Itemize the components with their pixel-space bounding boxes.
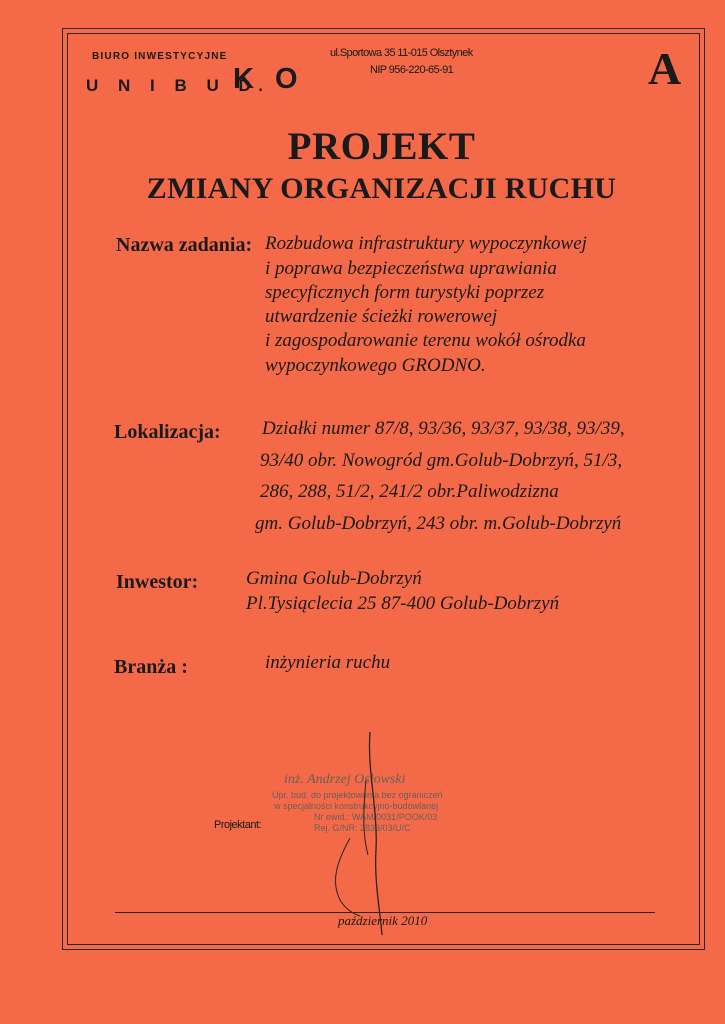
stamp-line: Upr. bud. do projektowania bez ograniczeń xyxy=(272,790,443,800)
task-line: i poprawa bezpieczeństwa uprawiania xyxy=(265,258,557,279)
handwritten-signature xyxy=(320,730,410,940)
document-subtitle: ZMIANY ORGANIZACJI RUCHU xyxy=(146,172,617,205)
company-suffix: KO xyxy=(233,63,319,95)
stamp-line: w specjalności konstrukcyjno-budowlanej xyxy=(274,801,439,811)
location-line: gm. Golub-Dobrzyń, 243 obr. m.Golub-Dobrzyń xyxy=(255,513,622,534)
company-name: U N I B U D. xyxy=(86,76,271,95)
investor-label: Inwestor: xyxy=(116,571,199,593)
location-line: Działki numer 87/8, 93/36, 93/37, 93/38, 93/39, xyxy=(262,418,625,439)
document-date: październik 2010 xyxy=(338,913,428,928)
stamp-line: Nr ewid.: WAM/0031/POOK/03 xyxy=(314,812,438,822)
volume-letter: A xyxy=(648,43,682,94)
stamp-line: Rej. G/NR: 2833/03/U/C xyxy=(314,823,411,833)
task-line: Rozbudowa infrastruktury wypoczynkowej xyxy=(265,233,587,254)
company-nip: NIP 956-220-65-91 xyxy=(370,64,454,76)
investor-line: Gmina Golub-Dobrzyń xyxy=(246,568,422,589)
designer-label: Projektant: xyxy=(214,819,262,831)
task-line: utwardzenie ścieżki rowerowej xyxy=(265,306,498,327)
stamp-name: inż. Andrzej Osłowski xyxy=(284,772,406,787)
company-line: BIURO INWESTYCYJNE xyxy=(92,51,228,62)
company-address: ul.Sportowa 35 11-015 Olsztynek xyxy=(330,47,473,59)
task-label: Nazwa zadania: xyxy=(116,234,253,256)
investor-line: Pl.Tysiąclecia 25 87-400 Golub-Dobrzyń xyxy=(246,593,560,614)
task-line: specyficznych form turystyki poprzez xyxy=(265,282,545,303)
branch-value: inżynieria ruchu xyxy=(265,652,391,673)
location-line: 286, 288, 51/2, 241/2 obr.Paliwodzizna xyxy=(260,481,559,502)
task-line: i zagospodarowanie terenu wokół ośrodka xyxy=(265,330,586,351)
branch-label: Branża : xyxy=(114,656,188,678)
location-line: 93/40 obr. Nowogród gm.Golub-Dobrzyń, 51/3, xyxy=(260,450,623,471)
task-line: wypoczynkowego GRODNO. xyxy=(265,355,486,376)
location-label: Lokalizacja: xyxy=(114,421,221,443)
document-title: PROJEKT xyxy=(287,125,476,168)
